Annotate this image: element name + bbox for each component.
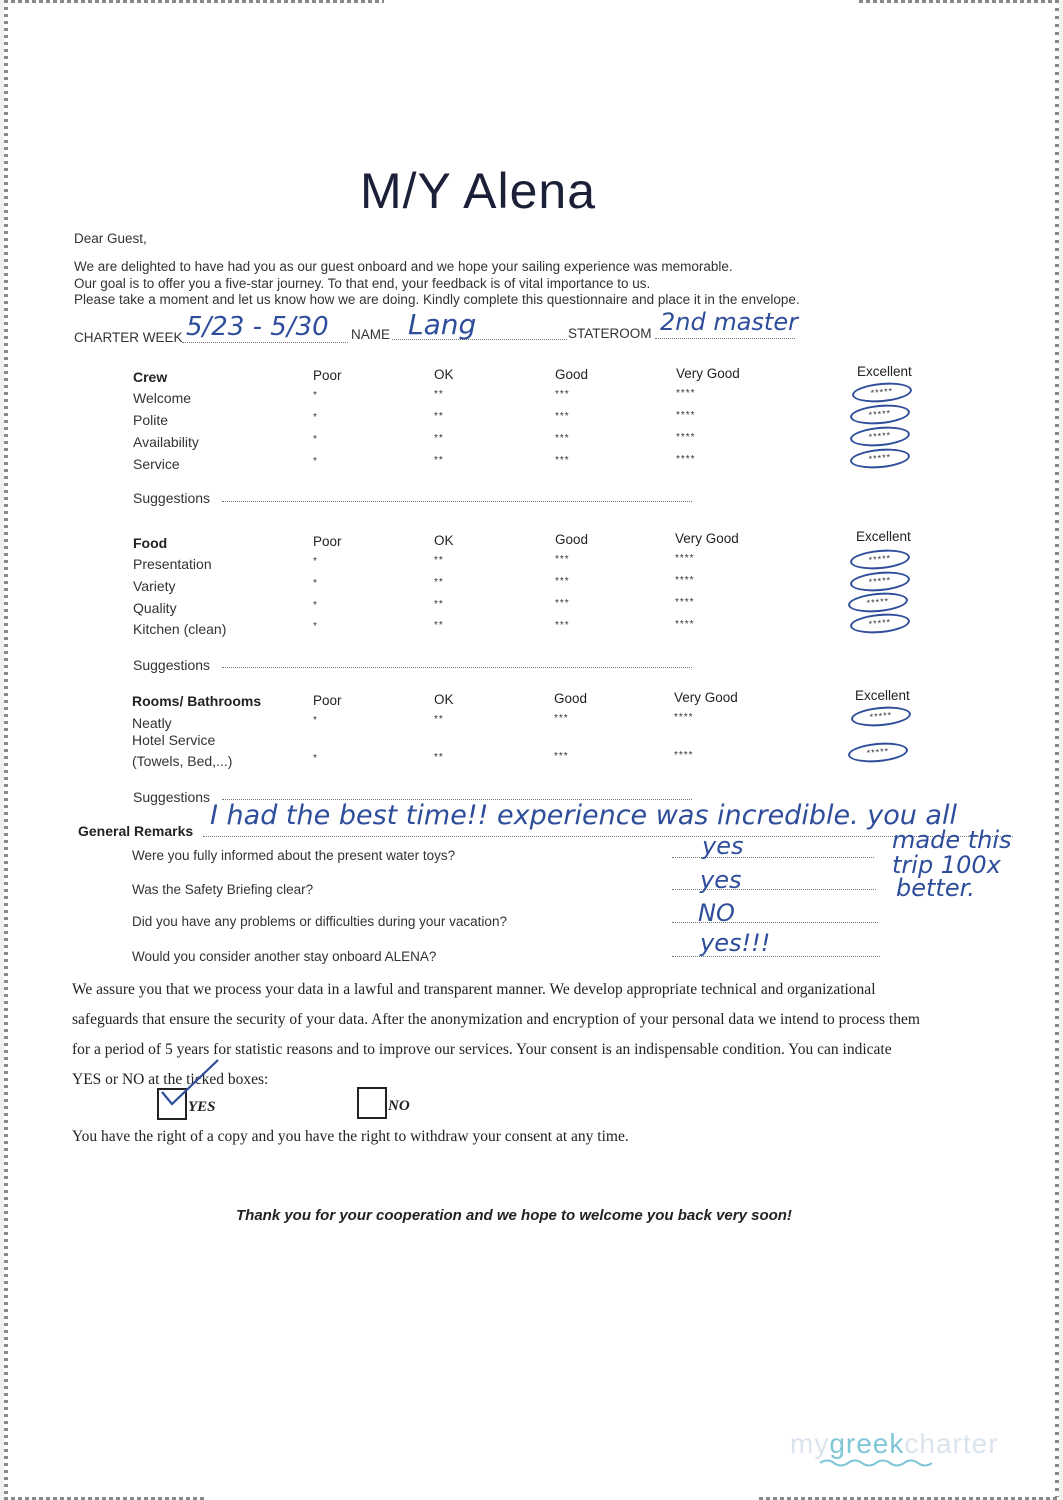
col-excellent: Excellent — [855, 688, 910, 703]
suggestions-label-crew: Suggestions — [133, 490, 211, 506]
scan-edge-right — [1055, 0, 1059, 1500]
rating-poor[interactable]: * — [313, 753, 318, 764]
col-excellent: Excellent — [856, 529, 911, 544]
suggestions-label-rooms: Suggestions — [133, 789, 211, 805]
rating-poor[interactable]: * — [313, 412, 318, 423]
suggestions-line-food[interactable] — [222, 667, 692, 668]
rating-ok[interactable]: ** — [434, 411, 444, 422]
question: Was the Safety Briefing clear? — [132, 882, 314, 897]
rating-very-good[interactable]: **** — [675, 619, 695, 630]
no-checkbox[interactable] — [357, 1087, 387, 1119]
closing-text: Thank you for your cooperation and we hope to welcome you back very soon! — [236, 1207, 792, 1224]
greeting: Dear Guest, — [74, 231, 147, 246]
rating-poor[interactable]: * — [313, 715, 318, 726]
yes-label: YES — [188, 1099, 216, 1115]
rating-good[interactable]: *** — [554, 713, 569, 724]
row-label: Polite — [133, 412, 169, 428]
rating-excellent-selected[interactable]: ***** — [849, 424, 910, 448]
watermark-mid: greek — [829, 1428, 905, 1459]
rating-excellent-selected[interactable]: ***** — [849, 569, 910, 593]
consent-line-4: YES or NO at the ticked boxes: — [72, 1071, 269, 1088]
rating-very-good[interactable]: **** — [675, 575, 695, 586]
row-label: Availability — [133, 434, 199, 450]
name-label: NAME — [351, 327, 391, 342]
answer[interactable]: NO — [698, 899, 735, 927]
stateroom-line — [655, 338, 795, 339]
rating-very-good[interactable]: **** — [676, 388, 696, 399]
rating-excellent-selected[interactable]: ***** — [847, 590, 908, 614]
watermark-logo — [790, 1428, 999, 1460]
rating-very-good[interactable]: **** — [676, 410, 696, 421]
row-label: Hotel Service — [132, 732, 216, 748]
row-label: Neatly — [132, 715, 172, 731]
col-ok: OK — [434, 533, 454, 548]
stateroom-value[interactable]: 2nd master — [660, 308, 798, 336]
row-label: Variety — [133, 578, 176, 594]
consent-line-3: for a period of 5 years for statistic reasons and to improve our services. Your consent is an indispensable condition. You can indicate — [72, 1041, 892, 1058]
rating-good[interactable]: *** — [555, 598, 570, 609]
rating-poor[interactable]: * — [313, 556, 318, 567]
general-remarks-value-line-3: trip 100x — [892, 851, 1001, 879]
row-label: (Towels, Bed,...) — [132, 753, 233, 769]
row-label: Service — [133, 456, 180, 472]
rating-ok[interactable]: ** — [434, 433, 444, 444]
general-remarks-value-line-1[interactable]: I had the best time!! experience was incredible. you all — [210, 800, 957, 831]
general-remarks-value-line-2: made this — [892, 826, 1012, 854]
rating-poor[interactable]: * — [313, 456, 318, 467]
rating-good[interactable]: *** — [555, 554, 570, 565]
col-very-good: Very Good — [676, 366, 740, 381]
rating-good[interactable]: *** — [555, 576, 570, 587]
general-remarks-value-line-4: better. — [896, 874, 975, 902]
rights-text: You have the right of a copy and you have the right to withdraw your consent at any time. — [72, 1128, 629, 1145]
rating-very-good[interactable]: **** — [675, 553, 695, 564]
page-title: M/Y Alena — [360, 163, 597, 219]
rating-poor[interactable]: * — [313, 578, 318, 589]
rating-ok[interactable]: ** — [434, 752, 444, 763]
rating-ok[interactable]: ** — [434, 389, 444, 400]
col-very-good: Very Good — [674, 690, 738, 705]
rating-good[interactable]: *** — [555, 455, 570, 466]
answer[interactable]: yes — [702, 832, 744, 860]
rating-excellent-selected[interactable]: ***** — [849, 446, 910, 470]
col-very-good: Very Good — [675, 531, 739, 546]
rating-poor[interactable]: * — [313, 600, 318, 611]
rating-good[interactable]: *** — [555, 620, 570, 631]
rating-poor[interactable]: * — [313, 390, 318, 401]
row-label: Presentation — [133, 556, 212, 572]
rating-ok[interactable]: ** — [434, 555, 444, 566]
col-poor: Poor — [313, 534, 342, 549]
rating-very-good[interactable]: **** — [674, 750, 694, 761]
rating-very-good[interactable]: **** — [674, 712, 694, 723]
rating-ok[interactable]: ** — [434, 599, 444, 610]
rating-ok[interactable]: ** — [434, 714, 444, 725]
col-poor: Poor — [313, 693, 342, 708]
charter-week-line — [182, 342, 348, 343]
rating-poor[interactable]: * — [313, 621, 318, 632]
rating-ok[interactable]: ** — [434, 455, 444, 466]
suggestions-line-crew[interactable] — [222, 501, 692, 502]
rating-excellent-selected[interactable]: ***** — [849, 547, 910, 571]
wave-icon — [820, 1458, 935, 1468]
question: Did you have any problems or difficulties during your vacation? — [132, 914, 507, 929]
section-title-crew: Crew — [133, 369, 168, 385]
col-ok: OK — [434, 367, 454, 382]
rating-good[interactable]: *** — [555, 433, 570, 444]
row-label: Welcome — [133, 390, 192, 406]
scan-edge-left — [4, 0, 8, 1500]
consent-line-1: We assure you that we process your data in a lawful and transparent manner. We develop appropriate technical and organizational — [72, 981, 876, 998]
consent-line-2: safeguards that ensure the security of your data. After the anonymization and encryption of your personal data we intend to process them — [72, 1011, 920, 1028]
rating-very-good[interactable]: **** — [675, 597, 695, 608]
col-good: Good — [555, 367, 589, 382]
rating-very-good[interactable]: **** — [676, 454, 696, 465]
rating-ok[interactable]: ** — [434, 620, 444, 631]
section-title-food: Food — [133, 535, 168, 551]
intro-line-1: We are delighted to have had you as our guest onboard and we hope your sailing experience was memorable. — [74, 259, 733, 274]
question: Would you consider another stay onboard ALENA? — [132, 949, 437, 964]
scan-edge-top-right — [859, 0, 1059, 3]
rating-excellent-selected[interactable]: ***** — [849, 611, 910, 635]
rating-very-good[interactable]: **** — [676, 432, 696, 443]
rating-excellent-selected[interactable]: ***** — [847, 740, 908, 764]
row-label: Kitchen (clean) — [133, 621, 227, 637]
col-excellent: Excellent — [857, 364, 912, 379]
watermark-right: charter — [904, 1428, 999, 1459]
col-poor: Poor — [313, 368, 342, 383]
name-value[interactable]: Lang — [408, 308, 477, 341]
rating-good[interactable]: *** — [554, 751, 569, 762]
answer[interactable]: yes!!! — [700, 929, 771, 957]
intro-line-3: Please take a moment and let us know how we are doing. Kindly complete this questionnaire and place it in the envelope. — [74, 292, 800, 307]
section-title-rooms: Rooms/ Bathrooms — [132, 693, 262, 709]
col-good: Good — [554, 691, 588, 706]
rating-good[interactable]: *** — [555, 389, 570, 400]
rating-excellent-selected[interactable]: ***** — [850, 704, 911, 728]
no-label: NO — [388, 1098, 410, 1114]
charter-week-label: CHARTER WEEK — [74, 330, 183, 345]
rating-excellent-selected[interactable]: ***** — [851, 380, 912, 404]
suggestions-label-food: Suggestions — [133, 657, 211, 673]
rating-poor[interactable]: * — [313, 434, 318, 445]
general-remarks-label: General Remarks — [78, 823, 194, 839]
col-ok: OK — [434, 692, 454, 707]
row-label: Quality — [133, 600, 177, 616]
question: Were you fully informed about the present water toys? — [132, 848, 456, 863]
rating-ok[interactable]: ** — [434, 577, 444, 588]
stateroom-label: STATEROOM — [568, 326, 652, 341]
col-good: Good — [555, 532, 589, 547]
answer[interactable]: yes — [700, 866, 742, 894]
rating-good[interactable]: *** — [555, 411, 570, 422]
watermark-left: my — [790, 1428, 830, 1459]
intro-line-2: Our goal is to offer you a five-star journey. To that end, your feedback is of vital importance to us. — [74, 276, 651, 291]
scan-edge-top — [4, 0, 384, 3]
rating-excellent-selected[interactable]: ***** — [849, 402, 910, 426]
charter-week-value[interactable]: 5/23 - 5/30 — [186, 312, 329, 342]
